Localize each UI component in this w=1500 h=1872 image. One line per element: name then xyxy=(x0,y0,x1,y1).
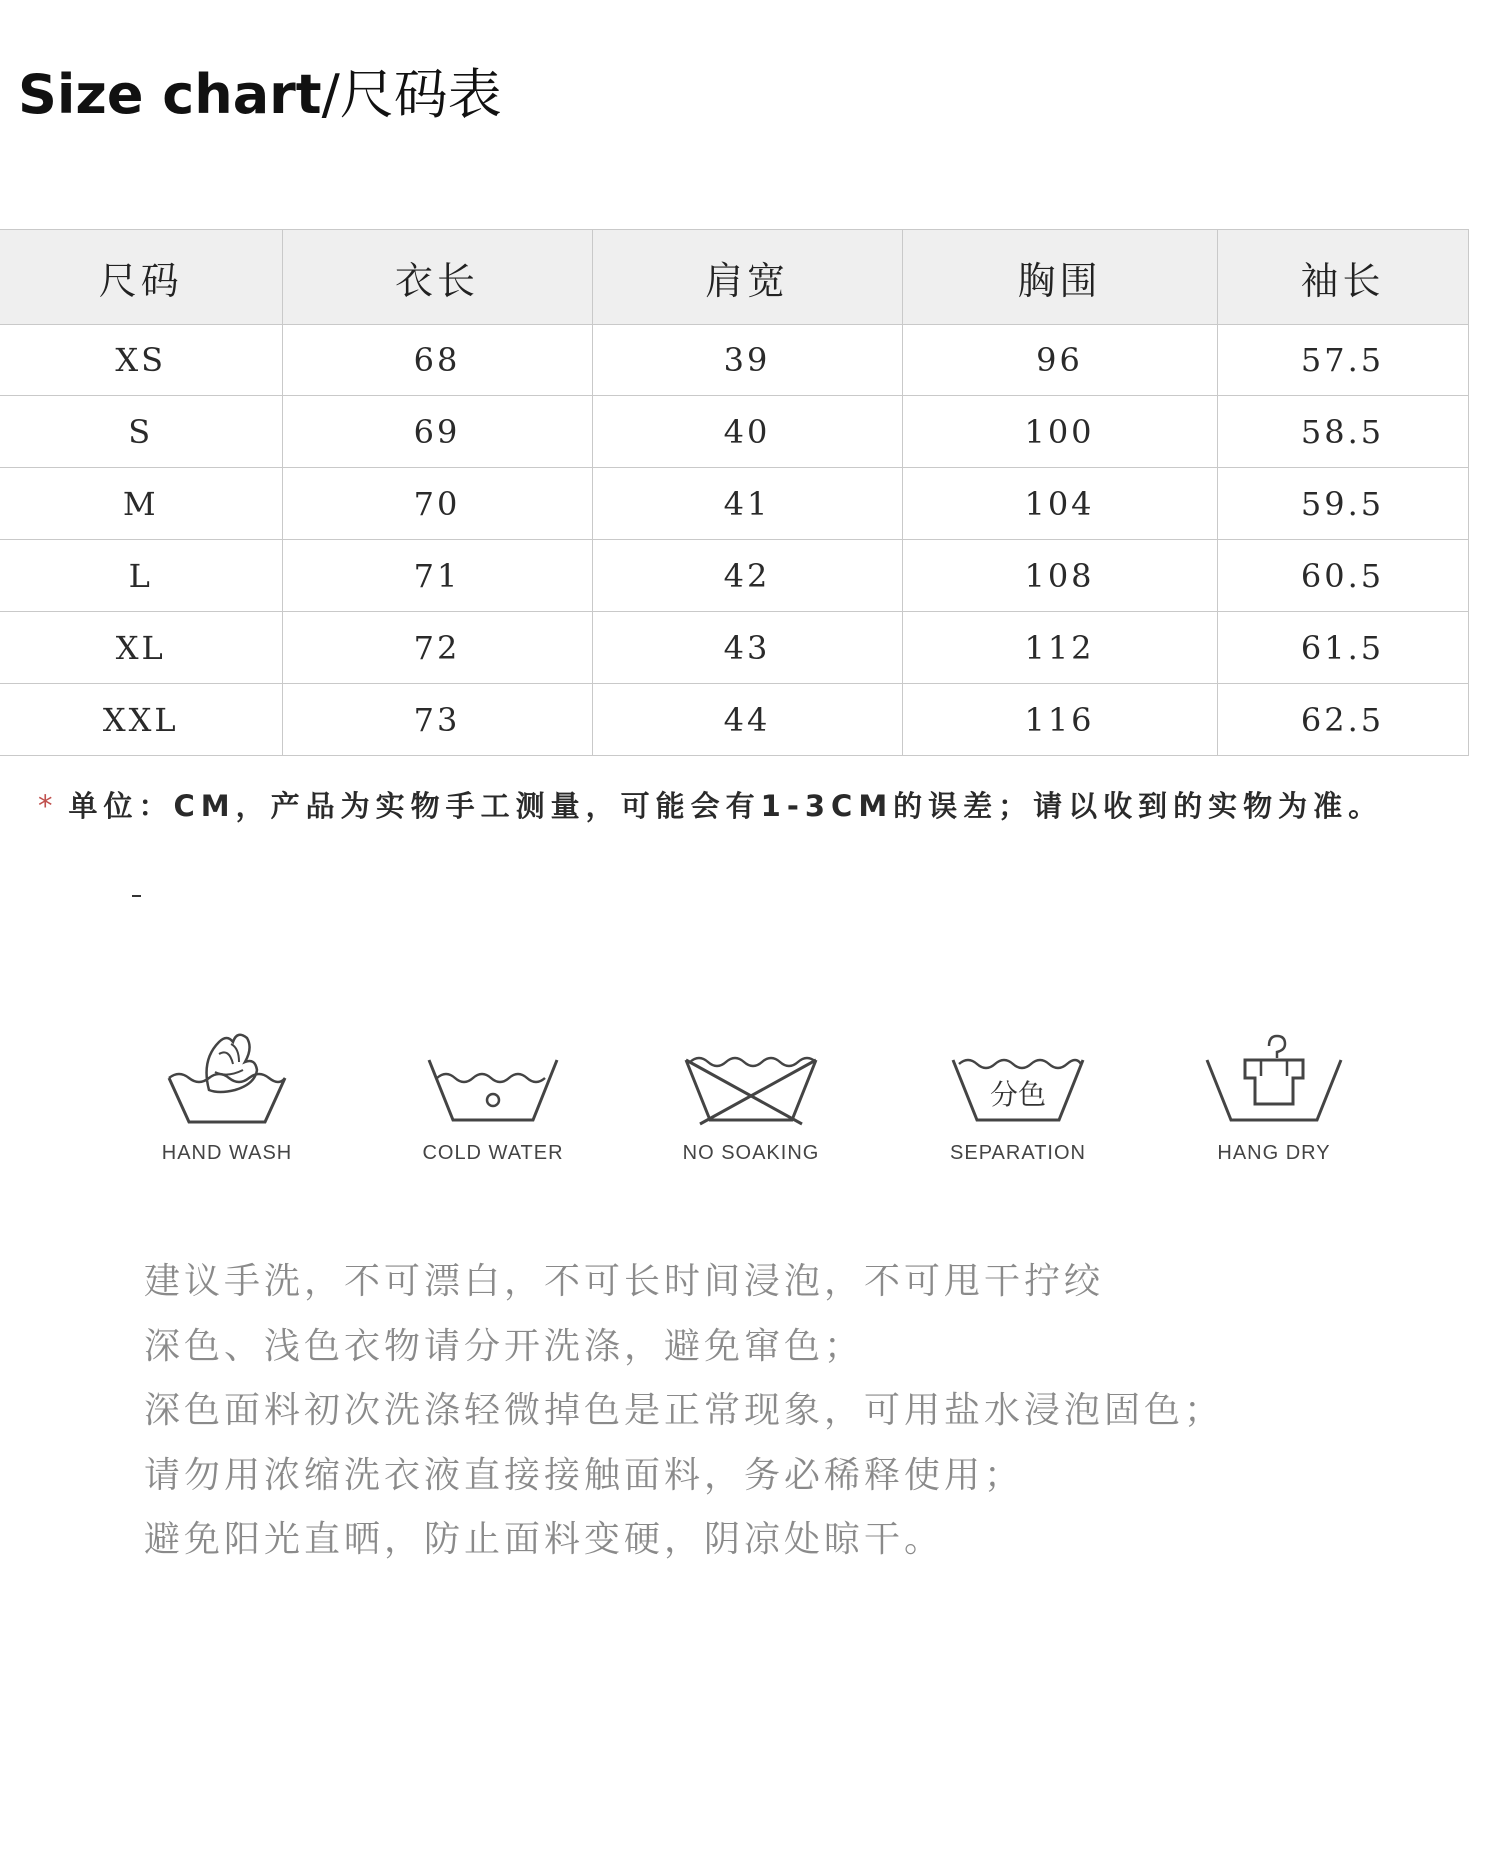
table-row xyxy=(0,396,1468,468)
instruction-line: 建议手洗，不可漂白，不可长时间浸泡，不可甩干拧绞 xyxy=(144,1261,1105,1302)
table-cell: L xyxy=(0,540,282,612)
care-item-cold-water xyxy=(403,1020,583,1165)
table-cell: 62.5 xyxy=(1217,684,1468,756)
table-cell: 104 xyxy=(902,468,1217,540)
table-cell: 116 xyxy=(902,684,1217,756)
table-cell: XXL xyxy=(0,684,282,756)
table-cell: 73 xyxy=(282,684,592,756)
care-item-separation xyxy=(928,1020,1108,1165)
table-cell: 57.5 xyxy=(1217,325,1468,396)
table-cell: 69 xyxy=(282,396,592,468)
care-label: HAND WASH xyxy=(161,1142,293,1164)
instruction-line: 深色、浅色衣物请分开洗涤，避免窜色； xyxy=(144,1325,865,1367)
table-row xyxy=(0,612,1468,684)
table-cell: 112 xyxy=(902,612,1217,684)
header-sleeve: 袖长 xyxy=(1217,230,1468,325)
instruction-line: 避免阳光直晒，防止面料变硬，阴凉处晾干。 xyxy=(144,1519,945,1560)
table-cell: XL xyxy=(0,612,282,684)
table-row xyxy=(0,540,1468,612)
table-cell: XS xyxy=(0,325,282,396)
table-cell: 72 xyxy=(282,612,592,684)
care-item-hand-wash xyxy=(137,1020,317,1165)
table-cell: 58.5 xyxy=(1217,396,1468,468)
care-item-no-soaking xyxy=(661,1020,841,1165)
care-label: COLD WATER xyxy=(422,1142,564,1164)
table-cell: 96 xyxy=(902,325,1217,396)
page-title xyxy=(18,63,502,126)
title-slash: / xyxy=(321,63,340,126)
separation-badge: 分色 xyxy=(989,1078,1047,1111)
no-soaking-icon xyxy=(676,1020,826,1130)
header-length: 衣长 xyxy=(282,230,592,325)
table-cell: M xyxy=(0,468,282,540)
header-size: 尺码 xyxy=(0,230,282,325)
care-instructions xyxy=(144,1250,1224,1573)
table-header-row xyxy=(0,230,1468,325)
table-row xyxy=(0,325,1468,396)
header-bust: 胸围 xyxy=(902,230,1217,325)
table-cell: 61.5 xyxy=(1217,612,1468,684)
measurement-note xyxy=(38,784,1383,825)
table-cell: 41 xyxy=(592,468,902,540)
separation-icon xyxy=(943,1020,1093,1130)
cold-water-icon xyxy=(423,1020,563,1130)
table-cell: 40 xyxy=(592,396,902,468)
table-cell: 70 xyxy=(282,468,592,540)
table-cell: 100 xyxy=(902,396,1217,468)
table-row xyxy=(0,684,1468,756)
table-cell: 59.5 xyxy=(1217,468,1468,540)
table-cell: 108 xyxy=(902,540,1217,612)
header-shoulder: 肩宽 xyxy=(592,230,902,325)
title-english: Size chart xyxy=(18,63,322,126)
care-item-hang-dry xyxy=(1184,1020,1364,1165)
size-table xyxy=(0,229,1469,756)
divider-dash xyxy=(132,895,141,897)
care-label: SEPARATION xyxy=(950,1142,1086,1164)
table-cell: 44 xyxy=(592,684,902,756)
table-cell: 68 xyxy=(282,325,592,396)
title-chinese: 尺码表 xyxy=(339,63,502,126)
hang-dry-icon xyxy=(1199,1020,1349,1130)
note-star: * xyxy=(38,789,59,823)
instruction-line: 深色面料初次洗涤轻微掉色是正常现象，可用盐水浸泡固色； xyxy=(144,1390,1225,1431)
table-cell: 71 xyxy=(282,540,592,612)
table-cell: 39 xyxy=(592,325,902,396)
instruction-line: 请勿用浓缩洗衣液直接接触面料，务必稀释使用； xyxy=(144,1454,1025,1496)
table-row xyxy=(0,468,1468,540)
table-cell: 42 xyxy=(592,540,902,612)
note-text: 单位：CM，产品为实物手工测量，可能会有1-3CM的误差；请以收到的实物为准。 xyxy=(68,789,1384,823)
table-cell: 43 xyxy=(592,612,902,684)
care-label: HANG DRY xyxy=(1217,1142,1331,1164)
table-cell: S xyxy=(0,396,282,468)
care-label: NO SOAKING xyxy=(682,1142,820,1164)
hand-wash-icon xyxy=(157,1020,297,1130)
table-cell: 60.5 xyxy=(1217,540,1468,612)
